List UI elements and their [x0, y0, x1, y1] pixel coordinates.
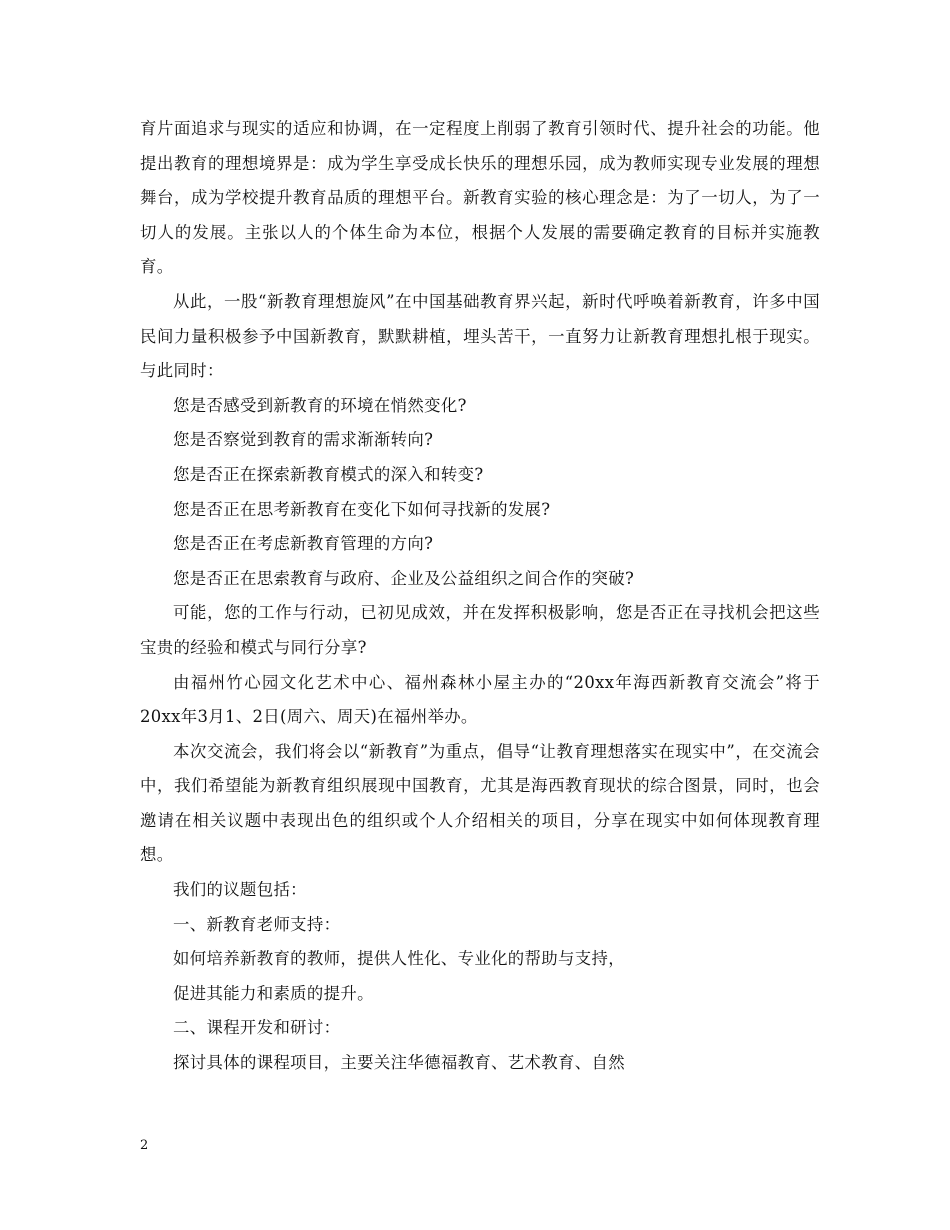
- topic-1-heading: 一、新教育老师支持：: [173, 914, 341, 934]
- topic-1-line-2: 促进其能力和素质的提升。: [173, 983, 374, 1003]
- question-5: 您是否正在考虑新教育管理的方向?: [173, 534, 434, 554]
- paragraph-focus: 本次交流会，我们将会以“新教育”为重点，倡导“让教育理想落实在现实中”，在交流会中，我们希望能为新教育组织展现中国教育，尤其是海西教育现状的综合图景，同时，也会邀请在相关议题中表现出色的组织或个人介绍相关的项目，分享在现实中如何体现教育理想。: [140, 741, 820, 865]
- body-text: [140, 112, 820, 1081]
- question-4: 您是否正在思考新教育在变化下如何寻找新的发展?: [173, 499, 551, 519]
- topics-intro: 我们的议题包括：: [173, 880, 307, 900]
- page-number: 2: [140, 1138, 149, 1153]
- paragraph-share: 可能，您的工作与行动，已初见成效，并在发挥积极影响，您是否正在寻找机会把这些宝贵的经验和模式与同行分享?: [140, 603, 820, 657]
- paragraph-event: 由福州竹心园文化艺术中心、福州森林小屋主办的“20xx年海西新教育交流会”将于20xx年3月1、2日(周六、周天)在福州举办。: [140, 672, 820, 727]
- question-3: 您是否正在探索新教育模式的深入和转变?: [173, 464, 484, 484]
- paragraph-1: 育片面追求与现实的适应和协调，在一定程度上削弱了教育引领时代、提升社会的功能。他提出教育的理想境界是：成为学生享受成长快乐的理想乐园，成为教师实现专业发展的理想舞台，成为学校提升教育品质的理想平台。新教育实验的核心理念是：为了一切人，为了一切人的发展。主张以人的个体生命为本位，根据个人发展的需要确定教育的目标并实施教育。: [140, 119, 820, 277]
- paragraph-2: 从此，一股“新教育理想旋风”在中国基础教育界兴起，新时代呼唤着新教育，许多中国民间力量积极参予中国新教育，默默耕植，埋头苦干，一直努力让新教育理想扎根于现实。与此同时：: [140, 291, 820, 381]
- topic-2-line-1: 探讨具体的课程项目，主要关注华德福教育、艺术教育、自然: [173, 1053, 625, 1073]
- question-1: 您是否感受到新教育的环境在悄然变化?: [173, 395, 467, 415]
- question-6: 您是否正在思索教育与政府、企业及公益组织之间合作的突破?: [173, 568, 635, 588]
- topic-1-line-1: 如何培养新教育的教师，提供人性化、专业化的帮助与支持，: [173, 949, 625, 969]
- question-2: 您是否察觉到教育的需求渐渐转向?: [173, 430, 434, 450]
- topic-2-heading: 二、课程开发和研讨：: [173, 1018, 341, 1038]
